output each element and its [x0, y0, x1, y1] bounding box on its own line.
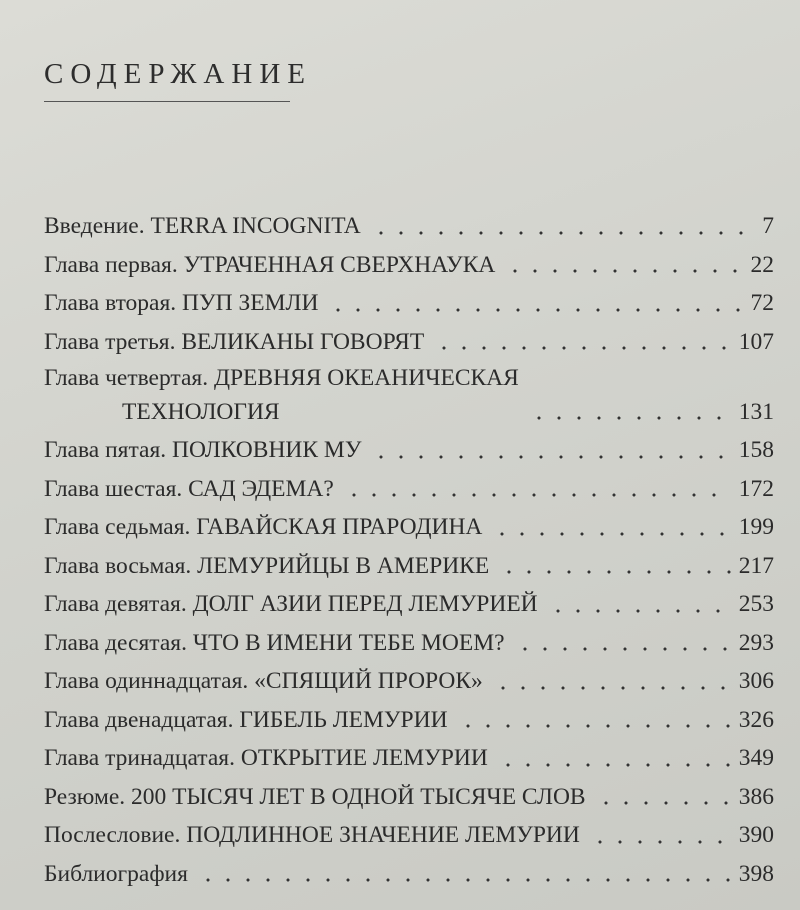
entry-title: Введение. TERRA INCOGNITA	[44, 213, 361, 239]
toc-entry-chapter-12	[44, 694, 774, 733]
page-number: 7	[762, 213, 774, 239]
dot-leader	[434, 346, 731, 350]
entry-title: Глава вторая. ПУП ЗЕМЛИ	[44, 290, 319, 316]
entry-title-line-2: ТЕХНОЛОГИЯ	[122, 398, 280, 425]
dot-leader	[596, 801, 731, 805]
dot-leader	[515, 647, 731, 651]
dot-leader	[505, 269, 742, 273]
toc-entry-chapter-8	[44, 540, 774, 579]
entry-title: Глава седьмая. ГАВАЙСКАЯ ПРАРОДИНА	[44, 514, 483, 540]
heading-underline	[44, 101, 290, 102]
entry-title: Резюме. 200 ТЫСЯЧ ЛЕТ В ОДНОЙ ТЫСЯЧЕ СЛОВ	[44, 783, 586, 810]
dot-leader	[492, 532, 730, 536]
entry-title: Глава первая. УТРАЧЕННАЯ СВЕРХНАУКА	[44, 251, 496, 278]
page-number: 158	[738, 437, 774, 463]
page-number: 22	[750, 251, 774, 278]
contents-heading: СОДЕРЖАНИЕ	[44, 58, 312, 90]
entry-title: Глава восьмая. ЛЕМУРИЙЦЫ В АМЕРИКЕ	[44, 552, 490, 579]
toc-entry-introduction	[44, 200, 774, 239]
toc-entry-chapter-4	[44, 354, 774, 424]
toc-entry-chapter-6	[44, 463, 774, 502]
toc-entry-chapter-2	[44, 277, 774, 316]
dot-leader	[590, 840, 731, 844]
entry-title: Глава шестая. САД ЭДЕМА?	[44, 475, 334, 502]
dot-leader	[499, 570, 731, 574]
entry-title: Послесловие. ПОДЛИННОЕ ЗНАЧЕНИЕ ЛЕМУРИИ	[44, 822, 580, 848]
dot-leader	[328, 308, 742, 312]
page-number: 217	[738, 552, 774, 579]
entry-title: Глава пятая. ПОЛКОВНИК МУ	[44, 437, 362, 463]
dot-leader	[493, 686, 731, 690]
toc-entry-chapter-7	[44, 501, 774, 540]
toc-entry-bibliography	[44, 848, 774, 887]
entry-title: Глава одиннадцатая. «СПЯЩИЙ ПРОРОК»	[44, 668, 483, 694]
entry-title	[44, 367, 519, 424]
entry-title: Глава девятая. ДОЛГ АЗИИ ПЕРЕД ЛЕМУРИЕЙ	[44, 591, 538, 617]
toc-entry-chapter-5	[44, 424, 774, 463]
toc-entry-chapter-3	[44, 316, 774, 355]
table-of-contents	[44, 200, 774, 886]
page-number: 349	[738, 745, 774, 771]
page-number: 386	[738, 783, 774, 810]
dot-leader	[371, 455, 730, 459]
page-number: 253	[738, 591, 774, 617]
dot-leader	[371, 231, 746, 235]
entry-title: Глава третья. ВЕЛИКАНЫ ГОВОРЯТ	[44, 328, 425, 355]
page-number: 172	[738, 475, 774, 502]
page-number: 293	[738, 629, 774, 656]
page-number: 398	[738, 860, 774, 887]
entry-title: Глава десятая. ЧТО В ИМЕНИ ТЕБЕ МОЕМ?	[44, 629, 505, 656]
toc-entry-chapter-13	[44, 732, 774, 771]
dot-leader	[548, 609, 731, 613]
entry-title-line-1: Глава четвертая. ДРЕВНЯЯ ОКЕАНИЧЕСКАЯ	[44, 365, 519, 391]
toc-entry-chapter-1	[44, 239, 774, 278]
toc-entry-summary	[44, 771, 774, 810]
dot-leader	[498, 763, 731, 767]
page-number: 390	[738, 822, 774, 848]
toc-entry-chapter-9	[44, 578, 774, 617]
page-number: 199	[738, 514, 774, 540]
entry-title: Глава двенадцатая. ГИБЕЛЬ ЛЕМУРИИ	[44, 706, 448, 733]
entry-title: Глава тринадцатая. ОТКРЫТИЕ ЛЕМУРИИ	[44, 745, 488, 771]
page-number: 326	[738, 706, 774, 733]
page-number: 107	[738, 328, 774, 355]
page-number: 72	[750, 290, 774, 316]
entry-title: Библиография	[44, 860, 188, 887]
dot-leader	[529, 416, 731, 420]
toc-entry-afterword	[44, 809, 774, 848]
dot-leader	[198, 878, 731, 882]
page-number: 131	[738, 398, 774, 425]
toc-entry-chapter-10	[44, 617, 774, 656]
toc-entry-chapter-11	[44, 655, 774, 694]
dot-leader	[344, 493, 731, 497]
page-number: 306	[738, 668, 774, 694]
dot-leader	[458, 724, 731, 728]
